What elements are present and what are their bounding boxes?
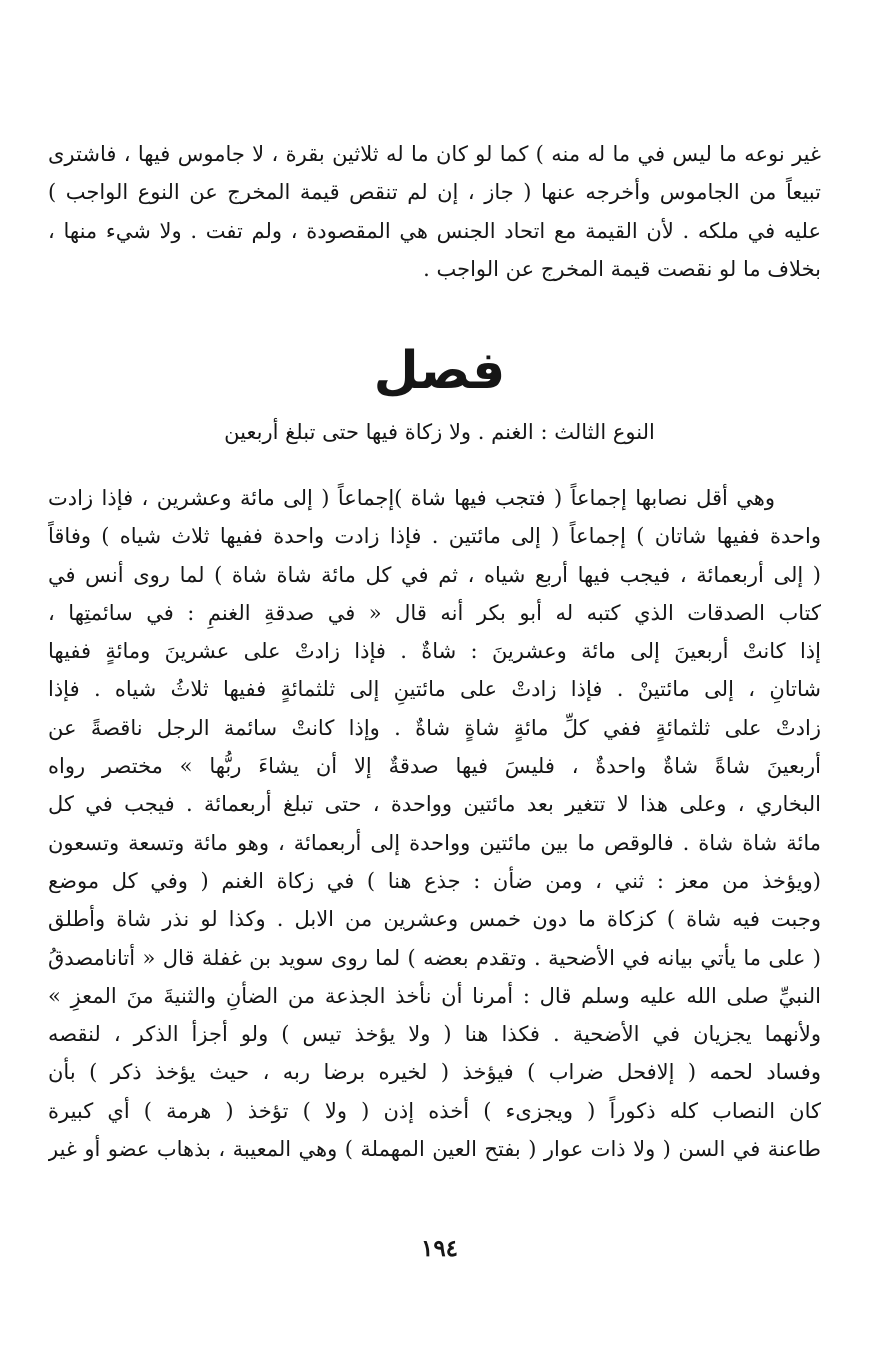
section-heading: فصل bbox=[373, 341, 506, 401]
body-line: إذا كانتْ أربعينَ إلى مائة وعشرينَ : شاةٌ . فإذا زادتْ على عشرينَ ومائةٍ ففيها bbox=[48, 639, 821, 664]
body-line: ولأنهما يجزيان في الأضحية . فكذا هنا ( ولا يؤخذ تيس ) ولو أجزأ الذكر ، لنقصه bbox=[48, 1022, 821, 1047]
body-line: زادتْ على ثلثمائةٍ ففي كلِّ مائةٍ شاةٍ شاةٌ . وإذا كانتْ سائمة الرجل ناقصةً عن bbox=[48, 715, 821, 740]
body-line: كتاب الصدقات الذي كتبه له أبو بكر أنه قال « في صدقةِ الغنمِ : في سائمتِها ، bbox=[48, 600, 821, 625]
intro-line: بخلاف ما لو نقصت قيمة المخرج عن الواجب . bbox=[423, 256, 821, 281]
intro-line: تبيعاً من الجاموس وأخرجه عنها ( جاز ، إن لم تنقص قيمة المخرج عن النوع الواجب ) bbox=[48, 180, 821, 205]
body-line: مائة شاة شاة . فالوقص ما بين مائتين وواحدة إلى أربعمائة ، وهو مائة وتسعة وتسعون bbox=[48, 830, 821, 855]
body-line: كان النصاب كله ذكوراً ( ويجزىء ) أخذه إذن ( ولا ) تؤخذ ( هرمة ) أي كبيرة bbox=[48, 1098, 821, 1123]
body-line: النبيِّ صلى الله عليه وسلم قال : أمرنا أن نأخذ الجذعة من الضأنِ والثنيةَ منَ المعزِ » bbox=[48, 983, 821, 1008]
body-line: (ويؤخذ من معز : ثني ، ومن ضأن : جذع هنا ) في زكاة الغنم ( وفي كل موضع bbox=[48, 868, 821, 893]
body-line: وجبت فيه شاة ) كزكاة ما دون خمس وعشرين من الابل . وكذا لو نذر شاة وأطلق bbox=[48, 907, 821, 932]
body-line: ( على ما يأتي بيانه في الأضحية . وتقدم بعضه ) لما روى سويد بن غفلة قال « أتانامصدقُ bbox=[48, 945, 821, 970]
body-line: أربعينَ شاةً شاةٌ واحدةٌ ، فليسَ فيها صدقةٌ إلا أن يشاءَ ربُّها » مختصر رواه bbox=[48, 754, 821, 779]
body-line: وفساد لحمه ( إلافحل ضراب ) فيؤخذ ( لخيره برضا ربه ، حيث يؤخذ ذكر ) بأن bbox=[48, 1060, 821, 1085]
page-number: ١٩٤ bbox=[420, 1235, 459, 1262]
body-paragraph bbox=[48, 479, 821, 1168]
body-line: ( إلى أربعمائة ، فيجب فيها أربع شياه ، ثم في كل مائة شاة شاة ) لما روى أنس في bbox=[48, 562, 821, 587]
body-line: طاعنة في السن ( ولا ذات عوار ( بفتح العين المهملة ) وهي المعيبة ، بذهاب عضو أو غير bbox=[48, 1137, 821, 1162]
chapter-subheading: النوع الثالث : الغنم . ولا زكاة فيها حتى تبلغ أربعين bbox=[224, 420, 655, 444]
intro-line: غير نوعه ما ليس في ما له منه ) كما لو كان ما له ثلاثين بقرة ، لا جاموس فيها ، فاشترى bbox=[48, 142, 821, 166]
body-line: واحدة ففيها شاتان ) إجماعاً ( إلى مائتين . فإذا زادت واحدة ففيها ثلاث شياه ) وفاقاً bbox=[48, 524, 821, 549]
body-line: وهي أقل نصابها إجماعاً ( فتجب فيها شاة )إجماعاً ( إلى مائة وعشرين ، فإذا زادت bbox=[48, 486, 775, 510]
intro-line: عليه في ملكه . لأن القيمة مع اتحاد الجنس هي المقصودة ، ولم تفت . ولا شيء منها ، bbox=[48, 218, 821, 243]
intro-paragraph bbox=[48, 135, 821, 288]
body-line: البخاري ، وعلى هذا لا تتغير بعد مائتين وواحدة ، حتى تبلغ أربعمائة . فيجب في كل bbox=[48, 792, 821, 817]
body-line: شاتانِ ، إلى مائتينْ . فإذا زادتْ على مائتينِ إلى ثلثمائةٍ ففيها ثلاثُ شياه . فإذا bbox=[48, 677, 821, 702]
